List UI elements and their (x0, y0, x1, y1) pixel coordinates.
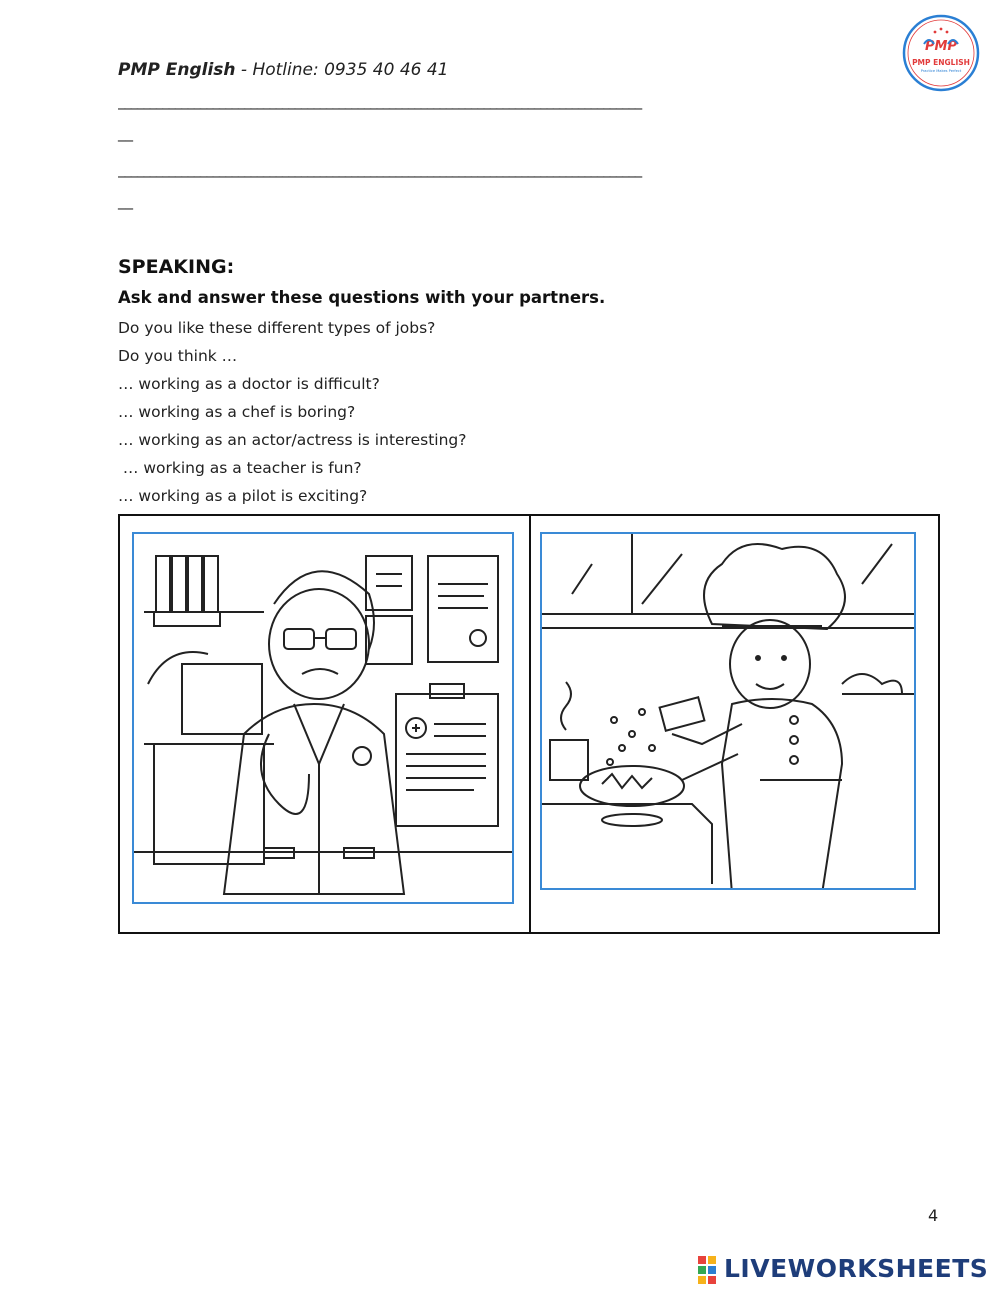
page-number: 4 (928, 1206, 939, 1225)
answer-line-2[interactable]: ___________________________________________________________________________________ (118, 160, 641, 178)
brand-name: PMP English (118, 60, 236, 80)
answer-line-1[interactable]: ___________________________________________________________________________________ (118, 92, 641, 110)
doctor-illustration-icon (132, 532, 514, 904)
pictures-table (118, 514, 940, 934)
question-7: … working as a pilot is exciting? (118, 487, 368, 505)
header-brand (118, 60, 449, 80)
section-heading: SPEAKING: (118, 256, 235, 278)
logo-name: PMP ENGLISH (912, 58, 970, 67)
question-6: … working as a teacher is fun? (118, 459, 362, 477)
question-3: … working as a doctor is difficult? (118, 375, 380, 393)
chef-illustration-icon (540, 532, 916, 890)
question-5: … working as an actor/actress is interesting? (118, 431, 467, 449)
answer-line-1-tail: __ (118, 124, 133, 142)
hotline-text: - Hotline: 0935 40 46 41 (235, 60, 449, 80)
logo-top-text: PMP (925, 39, 957, 54)
section-instruction: Ask and answer these questions with your partners. (118, 288, 606, 307)
question-1: Do you like these different types of jobs? (118, 319, 436, 337)
logo-tagline: Practice Makes Perfect (920, 69, 962, 73)
answer-line-2-tail: __ (118, 192, 133, 210)
question-4: … working as a chef is boring? (118, 403, 356, 421)
liveworksheets-text: LIVEWORKSHEETS (724, 1254, 989, 1283)
pmp-logo-icon (902, 14, 980, 92)
question-2: Do you think … (118, 347, 238, 365)
table-divider (529, 516, 531, 932)
